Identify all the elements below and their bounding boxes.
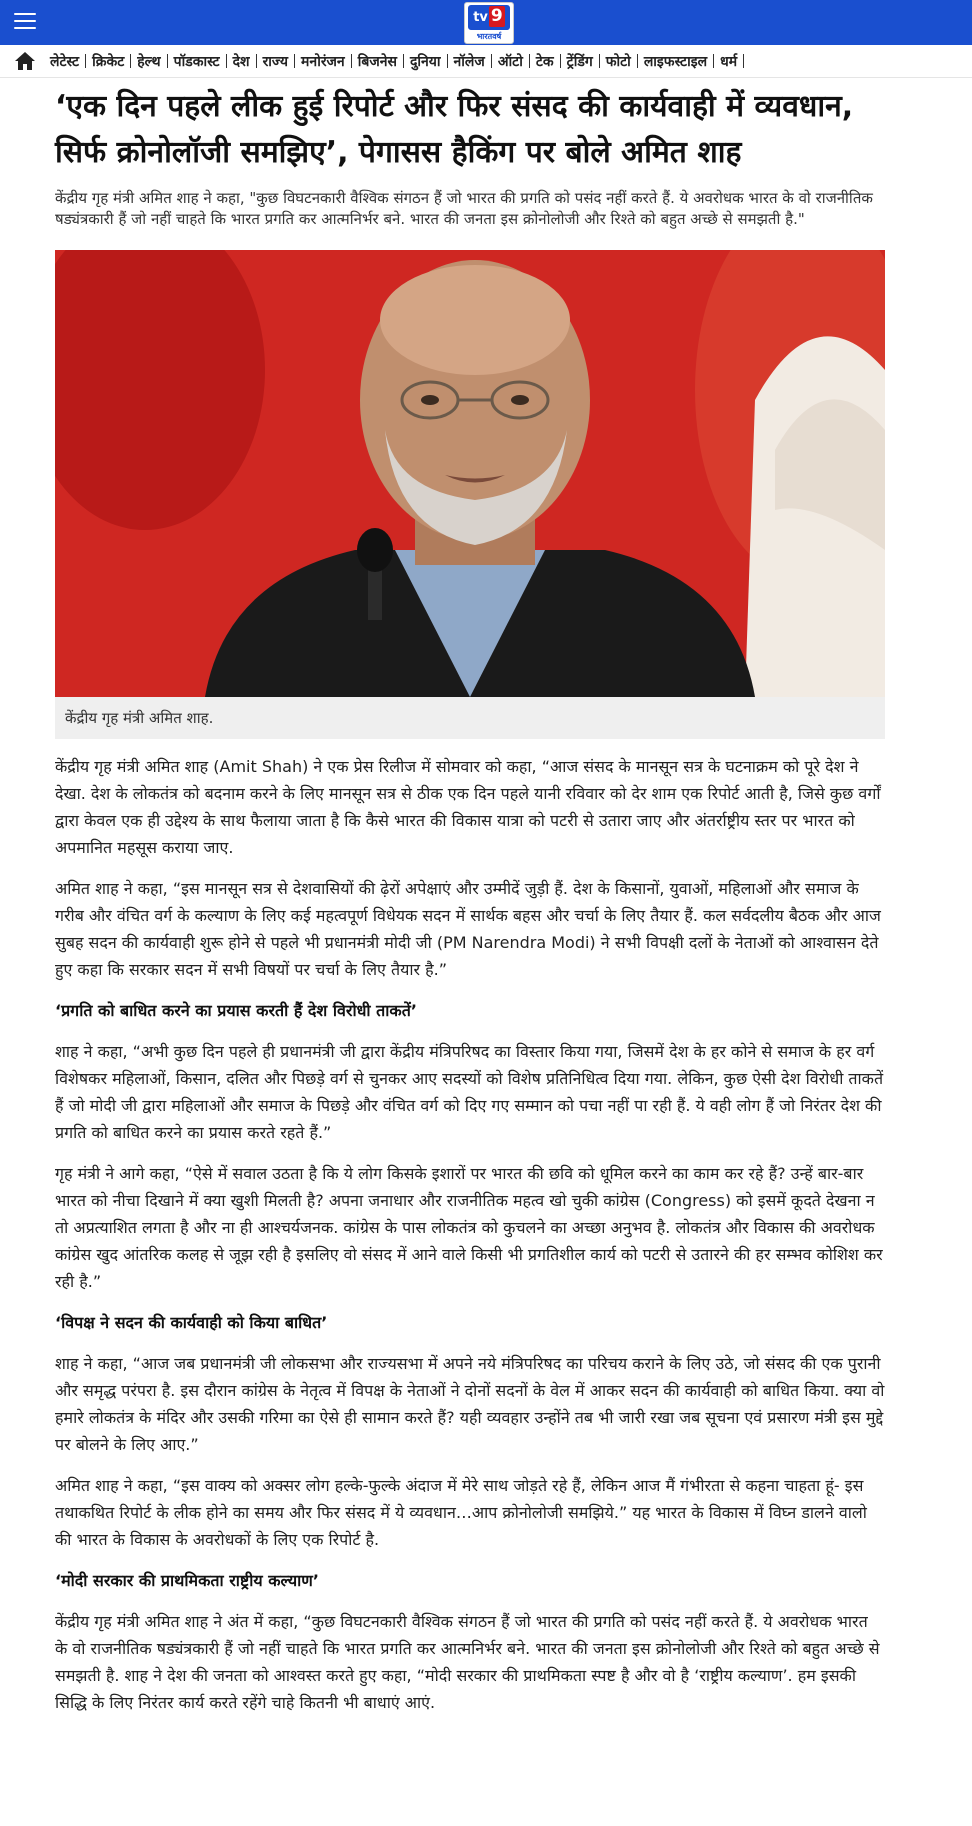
nav-separator [743, 54, 744, 68]
image-caption: केंद्रीय गृह मंत्री अमित शाह. [55, 697, 885, 739]
nav-item[interactable]: नॉलेज [453, 53, 485, 70]
nav-item[interactable]: लेटेस्ट [50, 53, 80, 70]
nav-item[interactable]: लाइफस्टाइल [643, 53, 708, 70]
logo-badge [468, 5, 510, 30]
nav-list [44, 45, 744, 77]
article-paragraph: केंद्रीय गृह मंत्री अमित शाह (Amit Shah) ने एक प्रेस रिलीज में सोमवार को कहा, “आज संसद के मानसून सत्र के घटनाक्रम को पूरे देश ने देखा. देश के लोकतंत्र को बदनाम करने के लिए मानसून सत्र से ठीक एक दिन पहले यानी रविवार को देर शाम एक रिपोर्ट आती है, जिसे कुछ वर्गों द्वारा केवल एक ही उद्देश्य के साथ फैलाया जाता है कि कैसे भारत की विकास यात्रा को पटरी से उतारा जाए और अंतर्राष्ट्रीय स्तर पर भारत को अपमानित महसूस कराया जाए. [55, 757, 881, 857]
article-paragraph: अमित शाह ने कहा, “इस मानसून सत्र से देशवासियों की ढ़ेरों अपेक्षाएं और उम्मीदें जुड़ी हैं. देश के किसानों, युवाओं, महिलाओं और समाज के गरीब और वंचित वर्ग के कल्याण के लिए कई महत्वपूर्ण विधेयक सदन में सार्थक बहस और चर्चा के लिए तैयार हैं. कल सर्वदलीय बैठक और आज सुबह सदन की कार्यवाही शुरू होने से पहले भी प्रधानमंत्री मोदी जी (PM Narendra Modi) ने सभी विपक्षी दलों के नेताओं को आश्वासन देते हुए कहा कि सरकार सदन में सभी विषयों पर चर्चा के लिए तैयार है.” [55, 879, 881, 979]
article-paragraph: शाह ने कहा, “अभी कुछ दिन पहले ही प्रधानमंत्री जी द्वारा केंद्रीय मंत्रिपरिषद का विस्तार किया गया, जिसमें देश के हर कोने से समाज के हर वर्ग विशेषकर महिलाओं, किसान, दलित और पिछड़े वर्ग से चुनकर आए सदस्यों को विशेष प्रतिनिधित्व दिया गया. लेकिन, कुछ ऐसी देश विरोधी ताकतें हैं जो मोदी जी द्वारा महिलाओं और समाज के पिछड़े और वंचित वर्ग को दिए गए सम्मान को पचा नहीं पा रही हैं. ये वही लोग हैं जो निरंतर देश की प्रगति को बाधित करने का प्रयास करते रहते हैं.” [55, 1042, 884, 1142]
article-headline: ‘एक दिन पहले लीक हुई रिपोर्ट और फिर संसद की कार्यवाही में व्यवधान, सिर्फ क्रोनोलॉजी समझिए’, पेगासस हैकिंग पर बोले अमित शाह [55, 89, 854, 170]
article-paragraph: केंद्रीय गृह मंत्री अमित शाह ने अंत में कहा, “कुछ विघटनकारी वैश्विक संगठन हैं जो भारत की प्रगति को पसंद नहीं करते हैं. ये अवरोधक भारत के वो राजनीतिक षड्यंत्रकारी हैं जो नहीं चाहते कि भारत प्रगति कर आत्मनिर्भर बने. भारत की जनता इस क्रोनोलोजी और रिश्ते को बहुत अच्छे से समझती है. शाह ने देश की जनता को आश्वस्त करते हुए कहा, “मोदी सरकार की प्राथमिकता स्पष्ट है और वो है ‘राष्ट्रीय कल्याण’. हम इसकी सिद्धि के लिए निरंतर कार्य करते रहेंगे चाहे कितनी भी बाधाएं आएं. [55, 1612, 880, 1712]
article-summary: केंद्रीय गृह मंत्री अमित शाह ने कहा, "कुछ विघटनकारी वैश्विक संगठन हैं जो भारत की प्रगति को पसंद नहीं करते हैं. ये अवरोधक भारत के वो राजनीतिक षड्यंत्रकारी हैं जो नहीं चाहते कि भारत प्रगति कर आत्मनिर्भर बने. भारत की जनता इस क्रोनोलोजी और रिश्ते को बहुत अच्छे से समझती है." [55, 189, 873, 228]
nav-item[interactable]: पॉडकास्ट [173, 53, 220, 70]
hero-image[interactable] [55, 250, 885, 697]
hamburger-menu-icon[interactable] [14, 13, 36, 31]
section-heading: ‘मोदी सरकार की प्राथमिकता राष्ट्रीय कल्याण’ [55, 1571, 319, 1590]
top-header [0, 0, 972, 45]
nav-item[interactable]: दुनिया [409, 53, 441, 70]
nav-item[interactable]: टेक [535, 53, 554, 70]
logo-text: tv [473, 10, 488, 25]
nav-item[interactable]: फोटो [605, 53, 631, 70]
home-icon[interactable] [14, 51, 36, 71]
logo-subtitle: भारतवर्ष [476, 32, 502, 41]
article-paragraph: अमित शाह ने कहा, “इस वाक्य को अक्सर लोग हल्के-फुल्के अंदाज में मेरे साथ जोड़ते रहे हैं, लेकिन आज मैं गंभीरता से कहना चाहता हूं- इस तथाकथित रिपोर्ट के लीक होने का समय और फिर संसद में ये व्यवधान…आप क्रोनोलोजी समझिये.” यह भारत के विकास में विघ्न डालने वालो की भारत के विकास के अवरोधकों के लिए एक रिपोर्ट है. [55, 1476, 867, 1549]
nav-item[interactable]: देश [232, 53, 250, 70]
article-body [55, 753, 885, 1716]
tv9-logo[interactable] [464, 2, 514, 44]
logo-number: 9 [490, 6, 503, 26]
nav-item[interactable]: हेल्थ [137, 53, 161, 70]
category-nav [0, 45, 972, 78]
article-paragraph: शाह ने कहा, “आज जब प्रधानमंत्री जी लोकसभा और राज्यसभा में अपने नये मंत्रिपरिषद का परिचय कराने के लिए उठे, जो संसद की एक पुरानी और समृद्ध परंपरा है. इस दौरान कांग्रेस के नेतृत्व में विपक्ष के नेताओं ने दोनों सदनों के वेल में आकर सदन की कार्यवाही को बाधित किया. क्या वो हमारे लोकतंत्र के मंदिर और उसकी गरिमा का ऐसे ही सामान करते हैं? यही व्यवहार उन्होंने तब भी जारी रखा जब सूचना एवं प्रसारण मंत्री इस मुद्दे पर बोलने के लिए आए.” [55, 1354, 885, 1454]
nav-item[interactable]: राज्य [262, 53, 289, 70]
nav-item[interactable]: क्रिकेट [92, 53, 125, 70]
section-heading: ‘विपक्ष ने सदन की कार्यवाही को किया बाधित’ [55, 1313, 328, 1332]
portrait-illustration [55, 250, 885, 697]
nav-item[interactable]: धर्म [720, 53, 738, 70]
section-heading: ‘प्रगति को बाधित करने का प्रयास करती हैं देश विरोधी ताकतें’ [55, 1001, 417, 1020]
nav-item[interactable]: ट्रेंडिंग [566, 53, 593, 70]
article-paragraph: गृह मंत्री ने आगे कहा, “ऐसे में सवाल उठता है कि ये लोग किसके इशारों पर भारत की छवि को धूमिल करने का काम कर रहे हैं? उन्हें बार-बार भारत को नीचा दिखाने में क्या खुशी मिलती है? अपना जनाधार और राजनीतिक महत्व खो चुकी कांग्रेस (Congress) को इसमें कूदते देखना न तो अप्रत्याशित लगता है और ना ही आश्चर्यजनक. कांग्रेस के पास लोकतंत्र को कुचलने का अच्छा अनुभव है. लोकतंत्र और विकास की अवरोधक कांग्रेस खुद आंतरिक कलह से जूझ रही है इसलिए वो संसद में आने वाले किसी भी प्रगतिशील कार्य को पटरी से उतारने की हर सम्भव कोशिश कर रही है.” [55, 1164, 883, 1291]
nav-item[interactable]: मनोरंजन [301, 53, 345, 70]
article [55, 84, 885, 1716]
nav-item[interactable]: बिजनेस [357, 53, 397, 70]
nav-item[interactable]: ऑटो [497, 53, 523, 70]
